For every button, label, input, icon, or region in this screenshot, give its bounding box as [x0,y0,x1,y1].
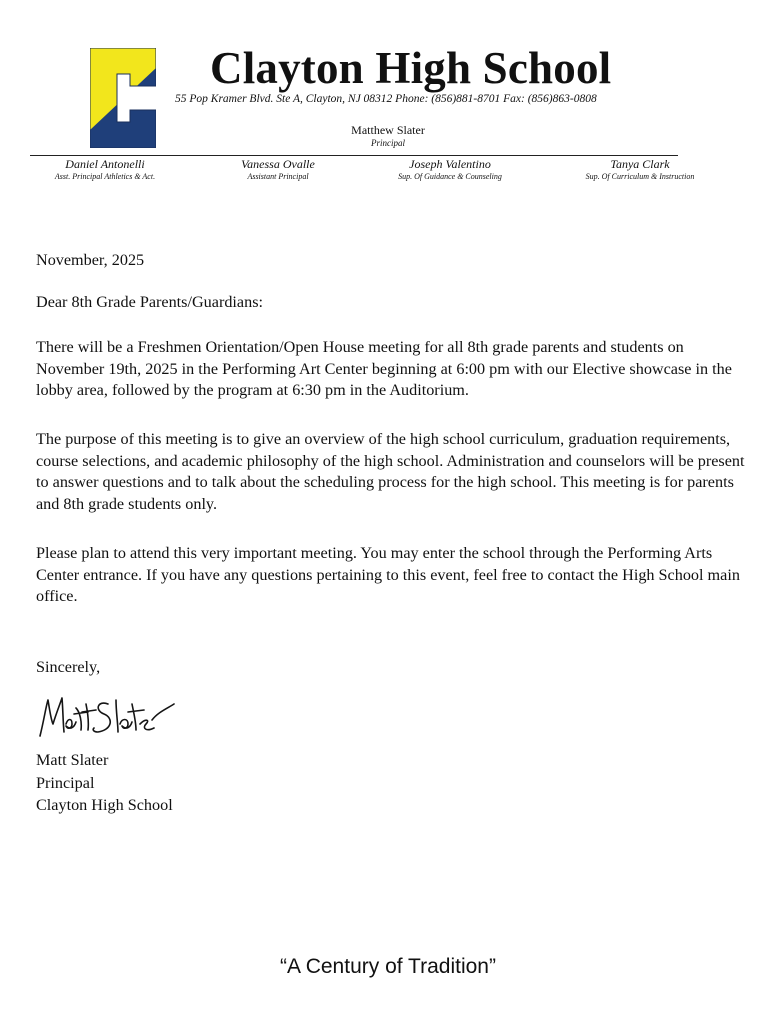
school-address: 55 Pop Kramer Blvd. Ste A, Clayton, NJ 08312 Phone: (856)881-8701 Fax: (856)863-0808 [175,93,597,105]
principal-name: Matthew Slater [351,123,425,137]
staff-name: Vanessa Ovalle [241,157,315,171]
staff-name: Joseph Valentino [409,157,491,171]
staff-role: Sup. Of Guidance & Counseling [398,172,502,181]
signer-name: Matt Slater [36,751,109,769]
staff-name: Daniel Antonelli [65,157,145,171]
paragraph-1: There will be a Freshmen Orientation/Open House meeting for all 8th grade parents and students on November 19th, 2025 in the Performing Art Center beginning at 6:00 pm with our Elective showcase in the lobby area, followed by the program at 6:30 pm in the Auditorium. [36,338,732,399]
staff-entry [198,157,358,182]
paragraph-2: The purpose of this meeting is to give an overview of the high school curriculum, graduation requirements, course selections, and academic philosophy of the high school. Administration and counselors will be present to answer questions and to talk about the scheduling process for the high school. This meeting is for parents and 8th grade students only. [36,430,745,513]
signature-block [36,749,173,817]
closing: Sincerely, [36,658,101,676]
paragraph-3: Please plan to attend this very important meeting. You may enter the school through the Performing Arts Center entrance. If you have any questions pertaining to this event, feel free to contact the High School main office. [36,544,740,605]
signer-organization: Clayton High School [36,796,173,814]
handwritten-signature [36,690,176,742]
staff-name: Tanya Clark [610,157,670,171]
staff-role: Sup. Of Curriculum & Instruction [585,172,695,181]
staff-role: Asst. Principal Athletics & Act. [54,172,156,181]
signer-title: Principal [36,773,95,792]
staff-entry [560,157,720,182]
principal-title: Principal [371,138,405,148]
staff-entry [25,157,185,182]
staff-entry [370,157,530,182]
staff-role: Assistant Principal [247,172,309,181]
footer-motto: “A Century of Tradition” [280,955,496,978]
school-name: Clayton High School [210,43,612,93]
letterhead-divider [30,155,678,156]
letter-date: November, 2025 [36,251,145,269]
salutation: Dear 8th Grade Parents/Guardians: [36,293,263,311]
